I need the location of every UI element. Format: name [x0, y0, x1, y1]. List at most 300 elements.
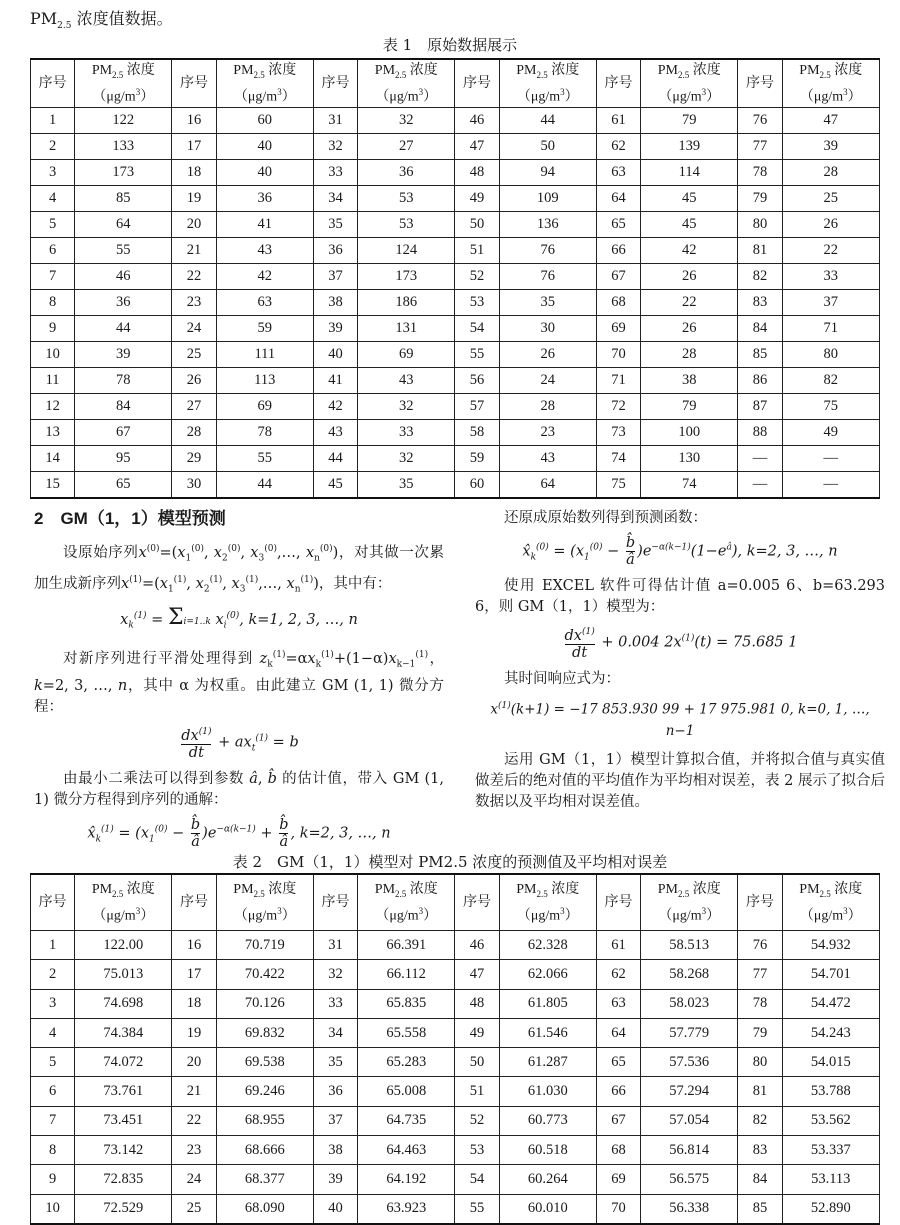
cell-value: 65.835	[358, 989, 455, 1018]
cell-id: 20	[172, 212, 216, 238]
cell-id: 35	[313, 212, 357, 238]
cell-value: 26	[641, 264, 738, 290]
header-id: 序号	[596, 874, 640, 931]
cell-id: 36	[313, 238, 357, 264]
cell-value: 53	[358, 212, 455, 238]
cell-id: 25	[172, 342, 216, 368]
cell-id: 42	[313, 394, 357, 420]
cell-value: 61.030	[499, 1077, 596, 1106]
cell-value: 40	[216, 160, 313, 186]
cell-id: 16	[172, 931, 216, 960]
cell-value: 68.090	[216, 1194, 313, 1224]
cell-value: 47	[782, 108, 879, 134]
cell-id: 23	[172, 290, 216, 316]
cell-value: 50	[499, 134, 596, 160]
cell-value: 80	[782, 342, 879, 368]
cell-id: 65	[596, 212, 640, 238]
table-row	[31, 394, 880, 420]
paragraph-2: 对新序列进行平滑处理得到 $z_k^{(1)}=\alpha x_k^{(1)}+(1-\alpha)x_{k-1}^{(1)}$，k=2, 3, …, n，其中 α 为权重。由此建立 GM (1, 1) 微分方程：	[34, 650, 445, 715]
table-row	[31, 420, 880, 446]
cell-value: 57.779	[641, 1018, 738, 1047]
cell-value: 33	[358, 420, 455, 446]
cell-id: 38	[313, 290, 357, 316]
cell-id: 66	[596, 238, 640, 264]
cell-id: 41	[313, 368, 357, 394]
cell-id: 36	[313, 1077, 357, 1106]
header-id: 序号	[455, 874, 499, 931]
cell-id: 46	[455, 108, 499, 134]
cell-value: 35	[358, 472, 455, 499]
table-row	[31, 212, 880, 238]
equation-5: $\frac{dx^{(1)}}{dt}$ + 0.004 $2x^{(1)}(t) = 75.685$ 1	[564, 627, 798, 662]
cell-id: 66	[596, 1077, 640, 1106]
header-row	[31, 874, 880, 931]
cell-value: 133	[75, 134, 172, 160]
right-column	[475, 508, 885, 817]
header-id: 序号	[31, 59, 75, 108]
cell-id: 6	[31, 1077, 75, 1106]
cell-value: 62.328	[499, 931, 596, 960]
cell-value: 55	[216, 446, 313, 472]
header-id: 序号	[455, 59, 499, 108]
cell-id: 40	[313, 1194, 357, 1224]
cell-value: 43	[499, 446, 596, 472]
cell-id: 4	[31, 1018, 75, 1047]
cell-value: 54.932	[782, 931, 879, 960]
cell-value: 113	[216, 368, 313, 394]
cell-id: 55	[455, 342, 499, 368]
cell-value: 36	[216, 186, 313, 212]
table-row	[31, 1018, 880, 1047]
cell-id: 16	[172, 108, 216, 134]
paragraph-r2: 使用 EXCEL 软件可得估计值 a=0.005 6、b=63.293 6，则 GM（1，1）模型为：	[475, 578, 885, 616]
cell-value: 65	[75, 472, 172, 499]
cell-value: 122	[75, 108, 172, 134]
cell-value: 26	[641, 316, 738, 342]
cell-value: 173	[75, 160, 172, 186]
cell-id: 19	[172, 1018, 216, 1047]
cell-value: 39	[782, 134, 879, 160]
cell-value: 63.923	[358, 1194, 455, 1224]
cell-id: 70	[596, 342, 640, 368]
cell-id: 60	[455, 472, 499, 499]
cell-id: 57	[455, 394, 499, 420]
cell-value: 24	[499, 368, 596, 394]
cell-id: 55	[455, 1194, 499, 1224]
table-row	[31, 316, 880, 342]
cell-id: 67	[596, 1106, 640, 1135]
cell-id: 12	[31, 394, 75, 420]
header-row	[31, 59, 880, 108]
cell-id: 21	[172, 1077, 216, 1106]
cell-value: 173	[358, 264, 455, 290]
cell-id: 9	[31, 1165, 75, 1194]
header-pm25: $PM_{2.5}$ 浓度 $(\mu g/m^3)$	[641, 59, 738, 108]
cell-value: 74	[641, 472, 738, 499]
cell-value: 36	[358, 160, 455, 186]
cell-value: 58.268	[641, 960, 738, 989]
header-id: 序号	[172, 59, 216, 108]
cell-value: 60	[216, 108, 313, 134]
cell-value: 70.422	[216, 960, 313, 989]
table-row	[31, 160, 880, 186]
table-row	[31, 960, 880, 989]
cell-value: 79	[641, 108, 738, 134]
cell-value: 85	[75, 186, 172, 212]
cell-value: 42	[641, 238, 738, 264]
cell-value: 100	[641, 420, 738, 446]
cell-value: 74.698	[75, 989, 172, 1018]
cell-id: 69	[596, 1165, 640, 1194]
cell-id: 24	[172, 1165, 216, 1194]
cell-value: 68.377	[216, 1165, 313, 1194]
cell-value: 74.384	[75, 1018, 172, 1047]
cell-id: 27	[172, 394, 216, 420]
cell-value: 73.142	[75, 1136, 172, 1165]
cell-value: 64	[75, 212, 172, 238]
table-row	[31, 446, 880, 472]
cell-id: 10	[31, 342, 75, 368]
cell-value: 25	[782, 186, 879, 212]
cell-id: 7	[31, 1106, 75, 1135]
cell-value: 69.832	[216, 1018, 313, 1047]
cell-id: 69	[596, 316, 640, 342]
cell-value: 28	[499, 394, 596, 420]
section-title: 2 GM（1，1）模型预测	[34, 509, 226, 528]
cell-id: 1	[31, 931, 75, 960]
cell-id: 72	[596, 394, 640, 420]
cell-value: 22	[641, 290, 738, 316]
cell-value: 74.072	[75, 1048, 172, 1077]
cell-value: 53	[358, 186, 455, 212]
cell-value: 32	[358, 394, 455, 420]
cell-value: 64.735	[358, 1106, 455, 1135]
cell-value: 26	[782, 212, 879, 238]
cell-id: 64	[596, 1018, 640, 1047]
cell-value: 109	[499, 186, 596, 212]
cell-id: 48	[455, 160, 499, 186]
cell-id: 76	[738, 931, 782, 960]
cell-id: 25	[172, 1194, 216, 1224]
cell-value: 61.287	[499, 1048, 596, 1077]
cell-value: 56.814	[641, 1136, 738, 1165]
cell-value: 62.066	[499, 960, 596, 989]
header-id: 序号	[596, 59, 640, 108]
cell-value: 53.788	[782, 1077, 879, 1106]
cell-id: 34	[313, 186, 357, 212]
cell-id: 67	[596, 264, 640, 290]
cell-value: 68.666	[216, 1136, 313, 1165]
cell-value: 26	[499, 342, 596, 368]
cell-value: 36	[75, 290, 172, 316]
cell-id: 81	[738, 1077, 782, 1106]
cell-id: 39	[313, 316, 357, 342]
table-row	[31, 186, 880, 212]
equation-6: $x^{(1)}(k+1) = -17$ 853.930 99 + 17 975.981 0, k=0, 1, …, n−1	[490, 701, 870, 739]
cell-id: 35	[313, 1048, 357, 1077]
table-row	[31, 368, 880, 394]
cell-id: 48	[455, 989, 499, 1018]
cell-id: 73	[596, 420, 640, 446]
cell-id: 51	[455, 238, 499, 264]
cell-value: 54.243	[782, 1018, 879, 1047]
cell-id: 84	[738, 1165, 782, 1194]
cell-value: 57.536	[641, 1048, 738, 1077]
cell-id: 39	[313, 1165, 357, 1194]
cell-id: 78	[738, 989, 782, 1018]
cell-value: 131	[358, 316, 455, 342]
cell-id: 87	[738, 394, 782, 420]
cell-id: 28	[172, 420, 216, 446]
cell-value: 69.538	[216, 1048, 313, 1077]
cell-value: 53.562	[782, 1106, 879, 1135]
cell-value: 65.008	[358, 1077, 455, 1106]
cell-id: 61	[596, 108, 640, 134]
cell-id: 37	[313, 1106, 357, 1135]
cell-value: 66.391	[358, 931, 455, 960]
header-pm25: $PM_{2.5}$ 浓度 $(\mu g/m^3)$	[358, 874, 455, 931]
cell-id: 2	[31, 960, 75, 989]
cell-id: 49	[455, 1018, 499, 1047]
cell-id: 24	[172, 316, 216, 342]
header-pm25: $PM_{2.5}$ 浓度 $(\mu g/m^3)$	[499, 59, 596, 108]
cell-value: 73.761	[75, 1077, 172, 1106]
cell-value: 57.054	[641, 1106, 738, 1135]
cell-value: 28	[641, 342, 738, 368]
cell-value: 54.472	[782, 989, 879, 1018]
cell-id: 85	[738, 342, 782, 368]
cell-value: 60.518	[499, 1136, 596, 1165]
cell-id: 5	[31, 1048, 75, 1077]
cell-value: 44	[499, 108, 596, 134]
cell-id: 21	[172, 238, 216, 264]
cell-id: 22	[172, 1106, 216, 1135]
cell-id: 56	[455, 368, 499, 394]
cell-id: 58	[455, 420, 499, 446]
cell-id: 83	[738, 290, 782, 316]
cell-id: 32	[313, 134, 357, 160]
cell-id: 26	[172, 368, 216, 394]
cell-id: 47	[455, 960, 499, 989]
table-row	[31, 1136, 880, 1165]
cell-value: 58.513	[641, 931, 738, 960]
cell-id: 77	[738, 960, 782, 989]
cell-id: 68	[596, 1136, 640, 1165]
cell-id: 49	[455, 186, 499, 212]
cell-value: 33	[782, 264, 879, 290]
cell-value: 124	[358, 238, 455, 264]
cell-value: 64.463	[358, 1136, 455, 1165]
left-column	[34, 508, 444, 858]
cell-id: 51	[455, 1077, 499, 1106]
cell-id: 8	[31, 1136, 75, 1165]
cell-id: 45	[313, 472, 357, 499]
table2-caption: 表 2 GM（1，1）模型对 PM2.5 浓度的预测值及平均相对误差	[232, 853, 668, 871]
cell-value: 111	[216, 342, 313, 368]
cell-id: 31	[313, 931, 357, 960]
cell-value: 82	[782, 368, 879, 394]
cell-value: 94	[499, 160, 596, 186]
cell-value: 136	[499, 212, 596, 238]
cell-id: 5	[31, 212, 75, 238]
cell-id: 50	[455, 1048, 499, 1077]
cell-id: 34	[313, 1018, 357, 1047]
cell-value: 72.835	[75, 1165, 172, 1194]
cell-id: 84	[738, 316, 782, 342]
cell-id: 2	[31, 134, 75, 160]
cell-value: 78	[75, 368, 172, 394]
cell-value: 114	[641, 160, 738, 186]
cell-value: 95	[75, 446, 172, 472]
cell-id: 20	[172, 1048, 216, 1077]
table-row	[31, 290, 880, 316]
cell-value: 35	[499, 290, 596, 316]
cell-id: 3	[31, 160, 75, 186]
cell-id: 80	[738, 212, 782, 238]
cell-value: 69	[216, 394, 313, 420]
cell-id: 61	[596, 931, 640, 960]
header-pm25: $PM_{2.5}$ 浓度 $(\mu g/m^3)$	[358, 59, 455, 108]
cell-value: 75	[782, 394, 879, 420]
cell-value: 76	[499, 264, 596, 290]
cell-value: 56.575	[641, 1165, 738, 1194]
equation-2: $\frac{dx^{(1)}}{dt}$ + $ax_t^{(1)} = b$	[181, 726, 299, 761]
header-id: 序号	[738, 874, 782, 931]
cell-id: 3	[31, 989, 75, 1018]
cell-value: 76	[499, 238, 596, 264]
cell-id: 79	[738, 186, 782, 212]
cell-id: 46	[455, 931, 499, 960]
cell-value: 55	[75, 238, 172, 264]
cell-value: 61.546	[499, 1018, 596, 1047]
cell-id: 29	[172, 446, 216, 472]
cell-id: 52	[455, 264, 499, 290]
equation-4: $x̂_k^{(0)} = (x_1^{(0)}$ − $\frac{b̂}{â}$ )$e^{-\alpha(k-1)}(1-e^â)$, k=2, 3, …, n	[522, 535, 838, 568]
cell-value: 84	[75, 394, 172, 420]
cell-id: 43	[313, 420, 357, 446]
cell-value: 43	[216, 238, 313, 264]
cell-id: 82	[738, 264, 782, 290]
cell-value: 72.529	[75, 1194, 172, 1224]
cell-value: 53.337	[782, 1136, 879, 1165]
cell-id: 88	[738, 420, 782, 446]
cell-id: 54	[455, 316, 499, 342]
table-row	[31, 264, 880, 290]
table-row	[31, 238, 880, 264]
cell-id: 68	[596, 290, 640, 316]
table-row	[31, 1048, 880, 1077]
cell-id: 50	[455, 212, 499, 238]
cell-value: 63	[216, 290, 313, 316]
cell-value: 49	[782, 420, 879, 446]
cell-id: 9	[31, 316, 75, 342]
cell-value: 42	[216, 264, 313, 290]
table-row	[31, 1194, 880, 1224]
cell-id: 79	[738, 1018, 782, 1047]
cell-value: 53.113	[782, 1165, 879, 1194]
cell-id: 19	[172, 186, 216, 212]
cell-value: 73.451	[75, 1106, 172, 1135]
cell-id: 31	[313, 108, 357, 134]
cell-id: 80	[738, 1048, 782, 1077]
cell-id: 33	[313, 160, 357, 186]
cell-id: 78	[738, 160, 782, 186]
table1	[30, 58, 880, 499]
cell-value: 30	[499, 316, 596, 342]
cell-value: 79	[641, 394, 738, 420]
paragraph-1: 设原始序列$x^{(0)}=(x_1^{(0)}$, $x_2^{(0)}$, $x_3^{(0)},\dots$, $x_n^{(0)}$)，对其做一次累加生成新序列$x^{(1)}=(x_1^{(1)}$, $x_2^{(1)}$, $x_3^{(1)},\dots$, $x_n^{(1)}$)，其中有：	[34, 544, 445, 595]
cell-id: 64	[596, 186, 640, 212]
cell-id: 22	[172, 264, 216, 290]
table-row	[31, 472, 880, 499]
cell-value: 65.558	[358, 1018, 455, 1047]
cell-id: 13	[31, 420, 75, 446]
cell-id: —	[738, 472, 782, 499]
header-pm25: $PM_{2.5}$ 浓度 $(\mu g/m^3)$	[75, 874, 172, 931]
cell-value: —	[782, 446, 879, 472]
cell-id: 33	[313, 989, 357, 1018]
cell-value: 61.805	[499, 989, 596, 1018]
header-id: 序号	[313, 59, 357, 108]
cell-id: 8	[31, 290, 75, 316]
cell-value: 40	[216, 134, 313, 160]
cell-id: 17	[172, 960, 216, 989]
header-pm25: $PM_{2.5}$ 浓度 $(\mu g/m^3)$	[499, 874, 596, 931]
cell-id: 81	[738, 238, 782, 264]
cell-id: —	[738, 446, 782, 472]
cell-id: 1	[31, 108, 75, 134]
cell-id: 47	[455, 134, 499, 160]
table-row	[31, 108, 880, 134]
header-pm25: $PM_{2.5}$ 浓度 $(\mu g/m^3)$	[216, 874, 313, 931]
cell-id: 71	[596, 368, 640, 394]
cell-id: 62	[596, 960, 640, 989]
header-pm25: $PM_{2.5}$ 浓度 $(\mu g/m^3)$	[782, 59, 879, 108]
paragraph-r3: 其时间响应式为：	[504, 671, 620, 688]
cell-id: 70	[596, 1194, 640, 1224]
cell-id: 30	[172, 472, 216, 499]
cell-id: 63	[596, 989, 640, 1018]
cell-value: 32	[358, 108, 455, 134]
cell-value: 41	[216, 212, 313, 238]
cell-id: 37	[313, 264, 357, 290]
cell-value: 43	[358, 368, 455, 394]
cell-value: 32	[358, 446, 455, 472]
cell-id: 38	[313, 1136, 357, 1165]
cell-id: 10	[31, 1194, 75, 1224]
cell-id: 15	[31, 472, 75, 499]
cell-value: 60.264	[499, 1165, 596, 1194]
table-row	[31, 342, 880, 368]
cell-value: 23	[499, 420, 596, 446]
cell-id: 54	[455, 1165, 499, 1194]
cell-value: 68.955	[216, 1106, 313, 1135]
cell-id: 18	[172, 989, 216, 1018]
cell-id: 14	[31, 446, 75, 472]
cell-value: 28	[782, 160, 879, 186]
cell-value: 56.338	[641, 1194, 738, 1224]
cell-value: 57.294	[641, 1077, 738, 1106]
cell-id: 59	[455, 446, 499, 472]
cell-id: 86	[738, 368, 782, 394]
cell-value: 22	[782, 238, 879, 264]
cell-id: 53	[455, 1136, 499, 1165]
table-row	[31, 1077, 880, 1106]
cell-id: 18	[172, 160, 216, 186]
cell-value: 54.701	[782, 960, 879, 989]
cell-id: 6	[31, 238, 75, 264]
cell-id: 85	[738, 1194, 782, 1224]
